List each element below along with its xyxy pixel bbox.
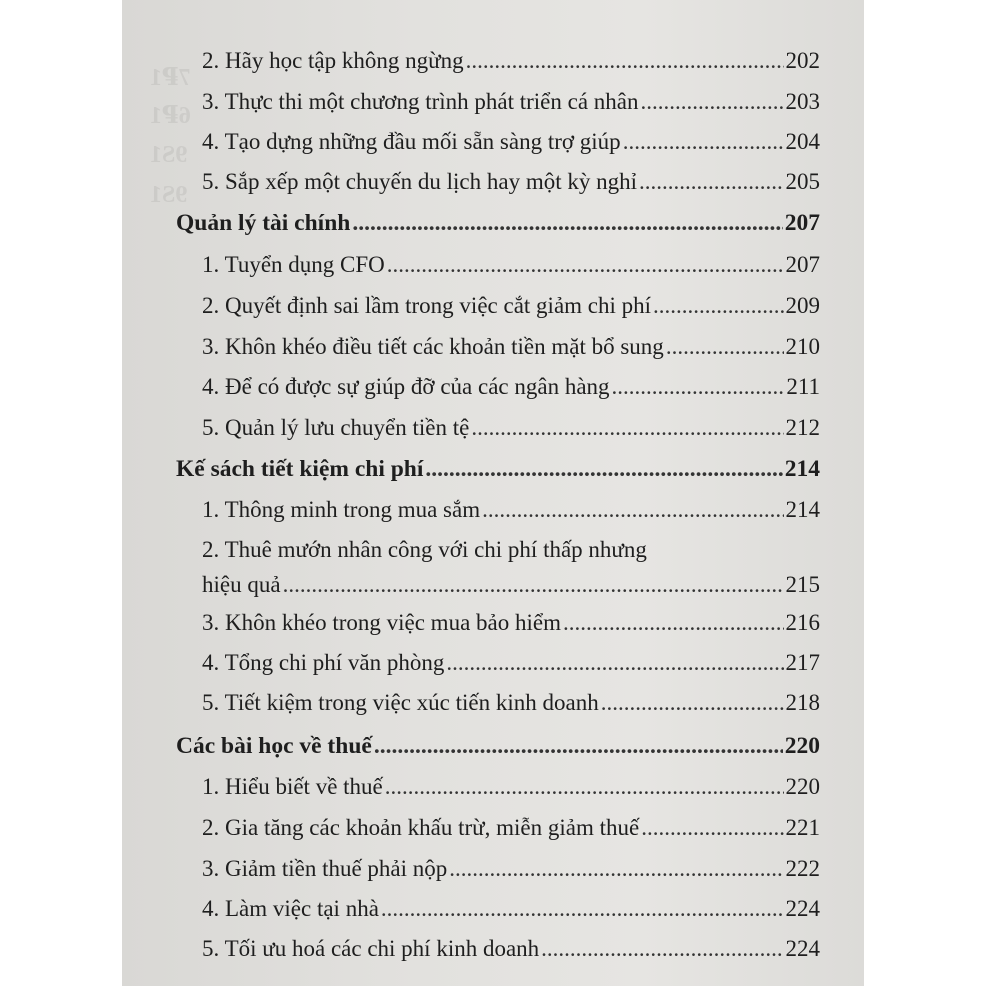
dot-leader bbox=[653, 293, 783, 319]
toc-item[interactable] bbox=[202, 936, 820, 962]
toc-page-number: 204 bbox=[785, 129, 820, 154]
toc-item-title: 4. Làm việc tại nhà bbox=[202, 896, 379, 921]
toc-page-number: 205 bbox=[785, 169, 820, 194]
toc-page-number: 207 bbox=[784, 210, 820, 236]
toc-item[interactable] bbox=[202, 610, 820, 636]
toc-item[interactable] bbox=[202, 89, 820, 115]
book-page bbox=[122, 0, 864, 986]
toc-page-number: 215 bbox=[785, 572, 820, 597]
toc-item[interactable] bbox=[202, 415, 820, 441]
toc-item-title: 1. Tuyển dụng CFO bbox=[202, 252, 385, 277]
dot-leader bbox=[612, 374, 785, 400]
toc-item[interactable] bbox=[202, 650, 820, 676]
toc-item[interactable] bbox=[202, 774, 820, 800]
dot-leader bbox=[623, 129, 784, 155]
toc-page-number: 221 bbox=[785, 815, 820, 840]
toc-section-title: Các bài học về thuế bbox=[176, 733, 372, 759]
toc-item-title: 2. Hãy học tập không ngừng bbox=[202, 48, 464, 73]
dot-leader bbox=[466, 48, 784, 74]
toc-page-number: 222 bbox=[785, 856, 820, 881]
dot-leader bbox=[283, 572, 784, 598]
toc-item-title: 3. Khôn khéo điều tiết các khoản tiền mặt bổ sung bbox=[202, 334, 664, 359]
toc-section-title: Kế sách tiết kiệm chi phí bbox=[176, 456, 424, 482]
toc-item[interactable] bbox=[202, 129, 820, 155]
toc-page-number: 218 bbox=[785, 690, 820, 715]
toc-item-title: 3. Khôn khéo trong việc mua bảo hiểm bbox=[202, 610, 561, 635]
toc-item-title: 2. Quyết định sai lầm trong việc cắt giảm chi phí bbox=[202, 293, 652, 318]
toc-item-title: 3. Thực thi một chương trình phát triển cá nhân bbox=[202, 89, 639, 114]
toc-item-title-continuation: hiệu quả bbox=[202, 572, 281, 597]
dot-leader bbox=[639, 169, 783, 195]
bleed-through-text: 6₽1 bbox=[150, 103, 191, 129]
toc-page-number: 217 bbox=[785, 650, 820, 675]
dot-leader bbox=[374, 733, 783, 760]
toc-item[interactable] bbox=[202, 374, 820, 400]
toc-item-title: 5. Quản lý lưu chuyển tiền tệ bbox=[202, 415, 470, 440]
toc-section[interactable] bbox=[176, 210, 820, 237]
dot-leader bbox=[446, 650, 783, 676]
dot-leader bbox=[563, 610, 784, 636]
dot-leader bbox=[666, 334, 784, 360]
bleed-through-text: 7₽1 bbox=[150, 65, 191, 91]
toc-item-title: 4. Để có được sự giúp đỡ của các ngân hàng bbox=[202, 374, 610, 399]
dot-leader bbox=[471, 415, 783, 441]
toc-item-title: 5. Tối ưu hoá các chi phí kinh doanh bbox=[202, 936, 540, 961]
toc-item[interactable] bbox=[202, 896, 820, 922]
bleed-through-text: 9S1 bbox=[150, 182, 188, 208]
toc-page-number: 209 bbox=[785, 293, 820, 318]
toc-item[interactable] bbox=[202, 815, 820, 841]
dot-leader bbox=[449, 856, 783, 882]
toc-item[interactable] bbox=[202, 856, 820, 882]
dot-leader bbox=[641, 815, 783, 841]
toc-item[interactable] bbox=[202, 293, 820, 319]
toc-page-number: 211 bbox=[786, 374, 820, 399]
dot-leader bbox=[601, 690, 784, 716]
toc-item-title: 5. Tiết kiệm trong việc xúc tiến kinh doanh bbox=[202, 690, 599, 715]
toc-item-title: 1. Hiểu biết về thuế bbox=[202, 774, 383, 799]
dot-leader bbox=[482, 497, 783, 523]
toc-item[interactable] bbox=[202, 572, 820, 598]
toc-item-title: 5. Sắp xếp một chuyến du lịch hay một kỳ nghỉ bbox=[202, 169, 638, 194]
dot-leader bbox=[385, 774, 784, 800]
toc-section[interactable] bbox=[176, 456, 820, 483]
toc-page-number: 220 bbox=[784, 733, 820, 759]
dot-leader bbox=[381, 896, 784, 922]
toc-page-number: 203 bbox=[785, 89, 820, 114]
toc-page-number: 210 bbox=[785, 334, 820, 359]
toc-item[interactable] bbox=[202, 252, 820, 278]
toc-page-number: 214 bbox=[784, 456, 820, 482]
toc-page-number: 224 bbox=[785, 896, 820, 921]
bleed-through-text: 9S1 bbox=[150, 142, 188, 168]
dot-leader bbox=[541, 936, 783, 962]
toc-section-title: Quản lý tài chính bbox=[176, 210, 351, 236]
toc-page-number: 216 bbox=[785, 610, 820, 635]
toc-item[interactable] bbox=[202, 497, 820, 523]
toc-item-title: 2. Thuê mướn nhân công với chi phí thấp nhưng bbox=[202, 537, 647, 562]
toc-section[interactable] bbox=[176, 733, 820, 760]
toc-page-number: 224 bbox=[785, 936, 820, 961]
toc-page-number: 214 bbox=[785, 497, 820, 522]
toc-item[interactable] bbox=[202, 48, 820, 74]
toc-item-title: 4. Tổng chi phí văn phòng bbox=[202, 650, 445, 675]
toc-page-number: 220 bbox=[785, 774, 820, 799]
toc-page-number: 202 bbox=[785, 48, 820, 73]
toc-item-title: 3. Giảm tiền thuế phải nộp bbox=[202, 856, 448, 881]
toc-item-title: 4. Tạo dựng những đầu mối sẵn sàng trợ giúp bbox=[202, 129, 621, 154]
dot-leader bbox=[352, 210, 782, 237]
toc-item[interactable] bbox=[202, 690, 820, 716]
toc-item[interactable] bbox=[202, 169, 820, 195]
dot-leader bbox=[641, 89, 784, 115]
dot-leader bbox=[425, 456, 782, 483]
toc-page-number: 207 bbox=[785, 252, 820, 277]
toc-page-number: 212 bbox=[785, 415, 820, 440]
toc-item-title: 1. Thông minh trong mua sắm bbox=[202, 497, 481, 522]
toc-item[interactable] bbox=[202, 334, 820, 360]
dot-leader bbox=[387, 252, 784, 278]
toc-item-title: 2. Gia tăng các khoản khấu trừ, miễn giảm thuế bbox=[202, 815, 640, 840]
